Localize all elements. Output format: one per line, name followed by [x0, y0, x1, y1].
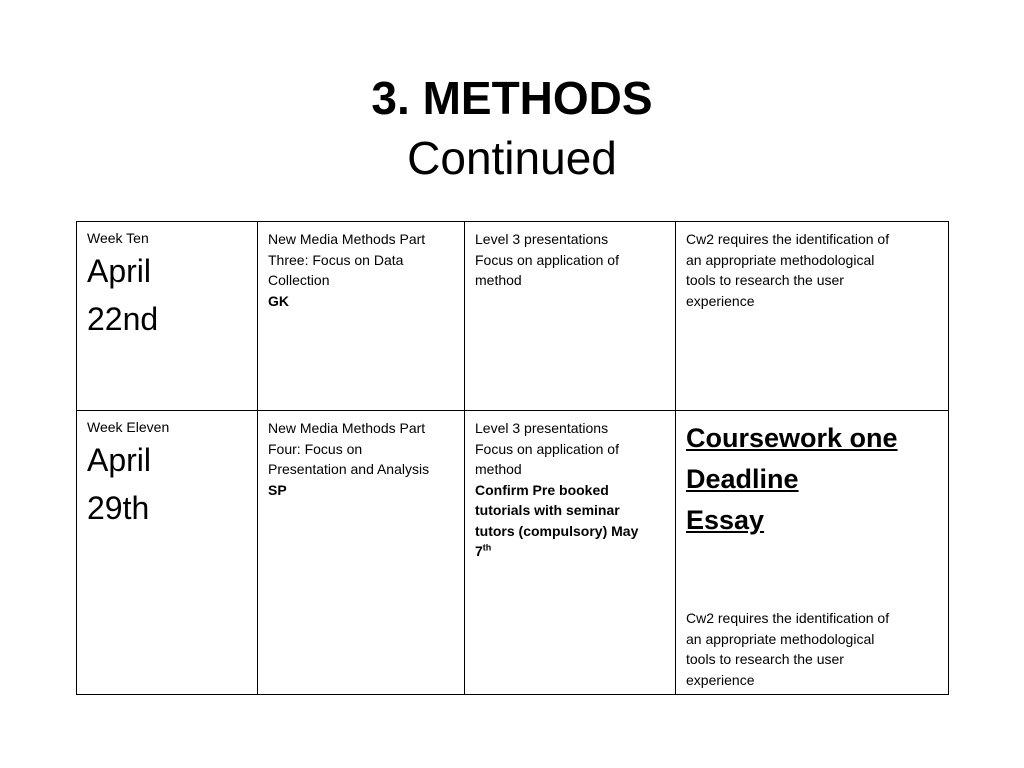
notes-cell — [676, 411, 949, 695]
activity-text: Focus on application of — [475, 440, 619, 457]
topic-text: New Media Methods Part — [268, 420, 426, 436]
slide-title: 3. METHODS — [371, 72, 653, 124]
topic-text: Three: Focus on Data — [268, 251, 404, 268]
tutorial-date — [475, 541, 665, 562]
notes-text: an appropriate methodological — [686, 630, 875, 647]
schedule-table — [76, 221, 949, 695]
deadline-heading: Deadline — [686, 464, 799, 494]
topic-cell — [258, 411, 465, 695]
tutorial-notice: tutors (compulsory) May — [475, 522, 639, 539]
activity-text: method — [475, 461, 522, 477]
tutorial-day-suffix: th — [482, 542, 492, 553]
notes-text: tools to research the user — [686, 651, 844, 667]
activity-text: Level 3 presentations — [475, 231, 609, 247]
week-cell — [77, 411, 258, 695]
tutorial-notice: tutorials with seminar — [475, 502, 620, 518]
activity-text: Focus on application of — [475, 251, 619, 268]
week-label: Week Eleven — [87, 419, 170, 435]
date-day: 22nd — [87, 301, 159, 337]
notes-text: an appropriate methodological — [686, 251, 875, 268]
deadline-heading: Essay — [686, 505, 765, 535]
topic-text: Four: Focus on — [268, 440, 363, 457]
tutorial-notice: Confirm Pre booked — [475, 481, 609, 498]
notes-text: Cw2 requires the identification of — [686, 231, 890, 247]
notes-cell — [676, 222, 949, 411]
activity-text: method — [475, 272, 522, 288]
slide-title-block — [0, 68, 1024, 188]
notes-text: experience — [686, 292, 755, 309]
tutorial-day: 7 — [475, 543, 483, 559]
activity-text: Level 3 presentations — [475, 420, 609, 436]
topic-text: Collection — [268, 272, 330, 288]
topic-text: Presentation and Analysis — [268, 461, 430, 477]
notes-text: tools to research the user — [686, 272, 844, 288]
notes-spacer — [686, 541, 938, 608]
week-label: Week Ten — [87, 230, 149, 246]
lecturer-initials: SP — [268, 481, 287, 498]
activity-cell — [465, 222, 676, 411]
notes-text: Cw2 requires the identification of — [686, 610, 890, 626]
table-row — [77, 411, 949, 695]
lecturer-initials: GK — [268, 292, 289, 309]
table-row — [77, 222, 949, 411]
notes-text: experience — [686, 671, 755, 688]
week-cell — [77, 222, 258, 411]
activity-cell — [465, 411, 676, 695]
topic-cell — [258, 222, 465, 411]
date-month: April — [87, 442, 152, 478]
topic-text: New Media Methods Part — [268, 231, 426, 247]
slide-subtitle: Continued — [407, 132, 617, 184]
date-day: 29th — [87, 490, 150, 526]
deadline-heading: Coursework one — [686, 423, 898, 453]
date-month: April — [87, 253, 152, 289]
